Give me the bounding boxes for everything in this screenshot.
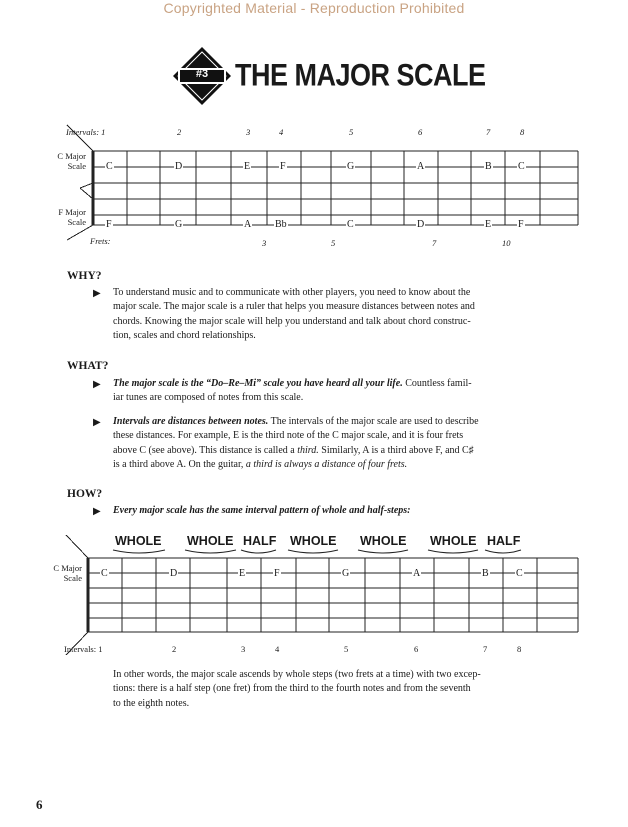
note-f: F — [106, 219, 112, 230]
what-bullet-1: The major scale is the “Do–Re–Mi” scale you have heard all your life. Countless famil- iar tunes are composed of notes from this scale. — [113, 378, 472, 404]
how-heading: HOW? — [67, 488, 103, 500]
note-g: G — [347, 161, 355, 172]
interval-6: 6 — [414, 644, 419, 654]
bullet-arrow-icon: ▶ — [93, 379, 101, 390]
note-d: D — [417, 219, 425, 230]
why-paragraph: To understand music and to communicate with other players, you need to know about the major scale. The major scale is a ruler that helps you measure distances between notes and chords. Knowing the major scale will help you understand and talk about chord construc- tion, scales and chord relationships. — [113, 287, 475, 341]
note-f-octave: F — [518, 219, 524, 230]
lesson-number: #3 — [195, 68, 209, 80]
fret-10: 10 — [502, 238, 511, 248]
what-heading: WHAT? — [67, 360, 109, 372]
what-bullet-2: Intervals are distances between notes. The intervals of the major scale are used to describe these distances. For example, E is the third note of the C major scale, and it is four frets above C (see above). This distance is called a third. Similarly, A is a third above F, and C♯ is a third above A. On the guitar, a third is always a distance of four frets. — [113, 416, 479, 470]
how-bullet: Every major scale has the same interval pattern of whole and half-steps: — [113, 505, 411, 516]
interval-5: 5 — [344, 644, 349, 654]
copyright-notice: Copyrighted Material - Reproduction Prohibited — [163, 0, 465, 16]
fret-5: 5 — [331, 238, 336, 248]
note-a: A — [244, 219, 252, 230]
note-e: E — [485, 219, 492, 230]
frets-label: Frets: — [90, 236, 111, 246]
fret-7: 7 — [432, 238, 437, 248]
note-b: B — [485, 161, 492, 172]
note-b: B — [482, 568, 489, 579]
bullet-arrow-icon: ▶ — [93, 288, 101, 299]
bullet-arrow-icon: ▶ — [93, 417, 101, 428]
interval-8: 8 — [517, 644, 522, 654]
interval-6: 6 — [418, 127, 423, 137]
step-whole-3: WHOLE — [290, 534, 337, 548]
step-whole-4: WHOLE — [360, 534, 407, 548]
c-major-scale-label: C Major Scale — [57, 151, 86, 171]
note-d: D — [170, 568, 178, 579]
note-c: C — [101, 568, 108, 579]
interval-7: 7 — [486, 127, 491, 137]
interval-3: 3 — [241, 644, 246, 654]
note-c-octave: C — [518, 161, 525, 172]
step-whole-2: WHOLE — [187, 534, 234, 548]
interval-7: 7 — [483, 644, 488, 654]
note-e: E — [239, 568, 246, 579]
step-whole-1: WHOLE — [115, 534, 162, 548]
c-major-scale-label-2: C Major Scale — [53, 563, 82, 583]
note-f: F — [274, 568, 280, 579]
note-g: G — [175, 219, 183, 230]
bullet-arrow-icon: ▶ — [93, 506, 101, 517]
intervals-label-2: Intervals: 1 — [64, 644, 103, 654]
note-a: A — [417, 161, 425, 172]
interval-5: 5 — [349, 127, 354, 137]
intervals-label: Intervals: 1 — [66, 127, 106, 137]
step-whole-5: WHOLE — [430, 534, 477, 548]
interval-2: 2 — [177, 127, 182, 137]
note-f: F — [280, 161, 286, 172]
note-d: D — [175, 161, 183, 172]
note-g: G — [342, 568, 350, 579]
fret-3: 3 — [262, 238, 267, 248]
interval-4: 4 — [279, 127, 284, 137]
note-a: A — [413, 568, 421, 579]
closing-paragraph: In other words, the major scale ascends by whole steps (two frets at a time) with two excep- tions: there is a half step (one fret) from the third to the fourth notes and from the seventh to the eighth notes. — [113, 669, 481, 709]
note-c: C — [106, 161, 113, 172]
interval-2: 2 — [172, 644, 177, 654]
note-c-octave: C — [516, 568, 523, 579]
page-number: 6 — [36, 797, 43, 812]
f-major-scale-label: F Major Scale — [58, 207, 86, 227]
note-c: C — [347, 219, 354, 230]
note-bb: Bb — [275, 219, 287, 230]
interval-4: 4 — [275, 644, 280, 654]
why-heading: WHY? — [67, 270, 102, 282]
step-half-1: HALF — [243, 534, 277, 548]
page-title: THE MAJOR SCALE — [235, 58, 486, 93]
step-half-2: HALF — [487, 534, 521, 548]
interval-8: 8 — [520, 127, 525, 137]
note-e: E — [244, 161, 251, 172]
interval-3: 3 — [246, 127, 251, 137]
